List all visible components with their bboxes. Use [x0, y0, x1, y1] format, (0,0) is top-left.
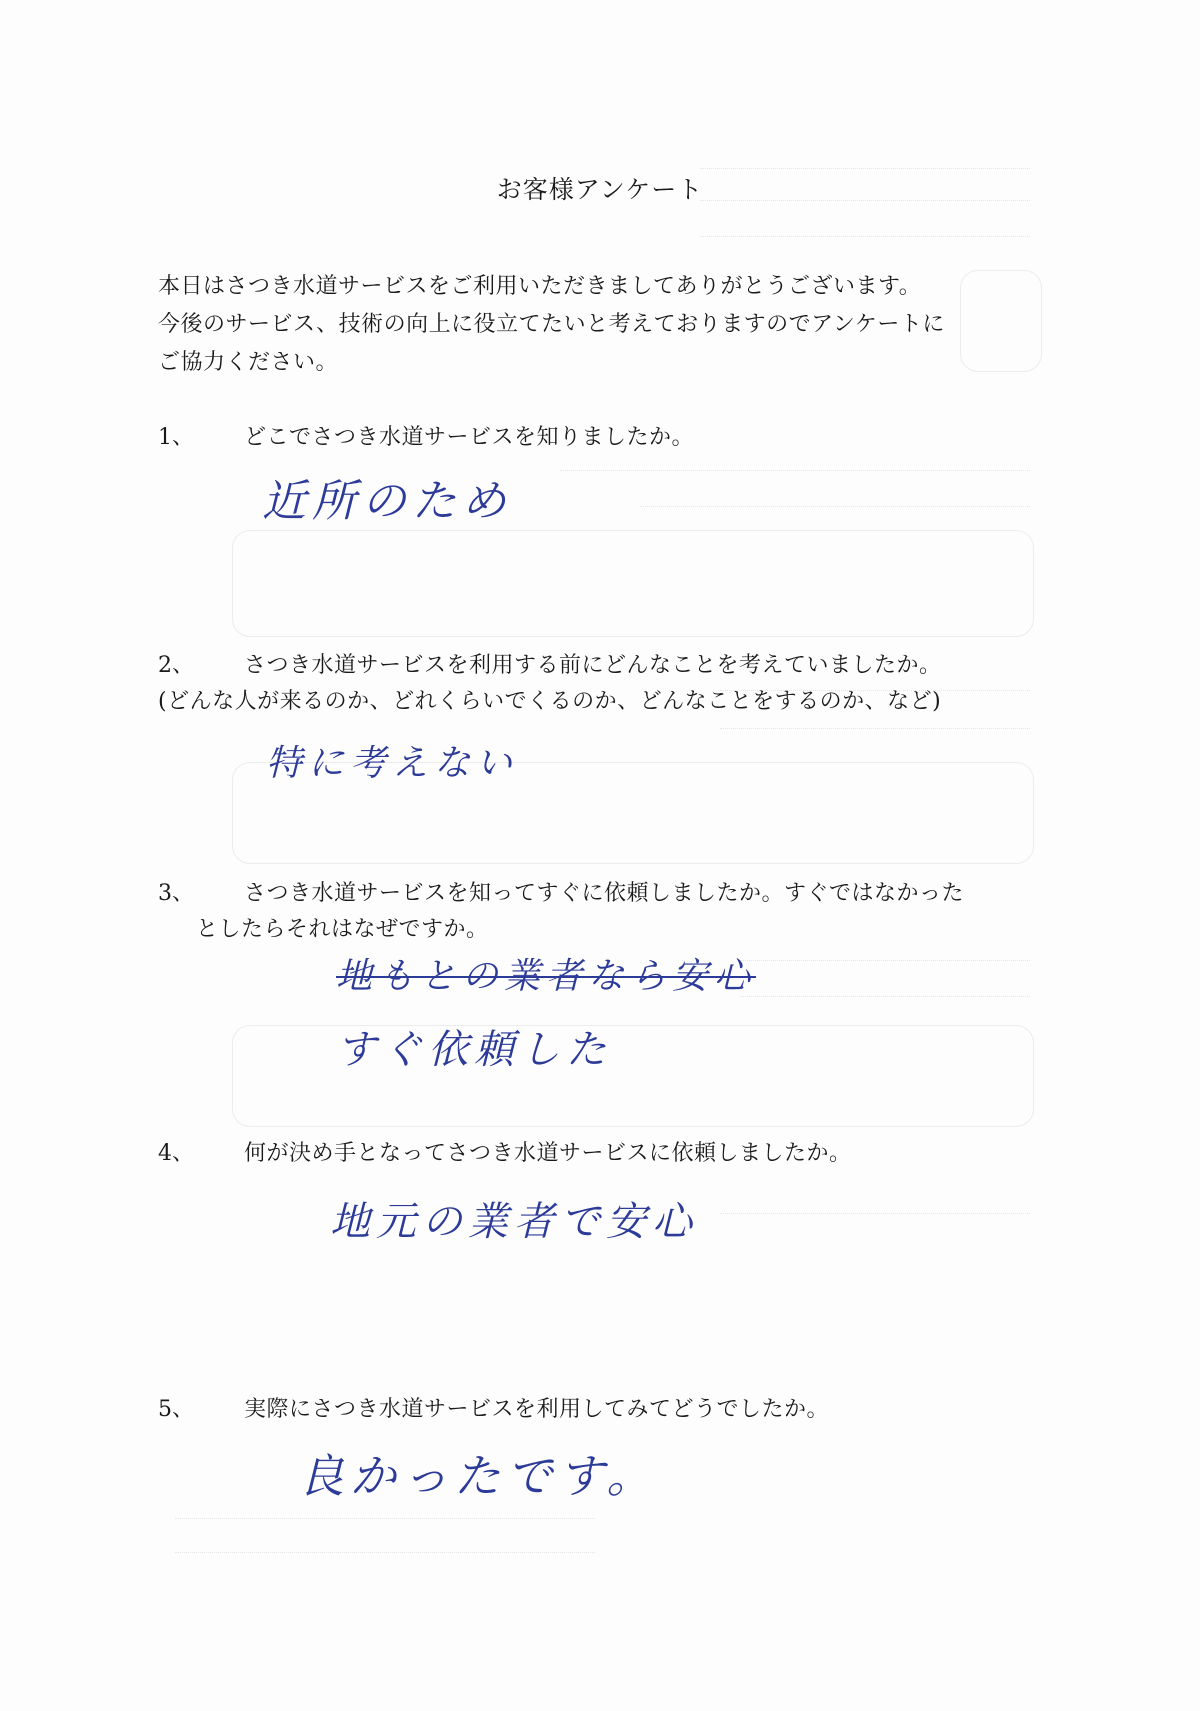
handwritten-answer: すぐ依頼した	[336, 1027, 612, 1073]
question-text: 実際にさつき水道サービスを利用してみてどうでしたか。	[244, 1397, 830, 1422]
show-through-line	[720, 728, 1030, 729]
handwritten-answer: 特に考えない	[266, 743, 519, 784]
question-number: 3、	[158, 881, 194, 906]
show-through-line	[560, 470, 1030, 471]
question-number: 4、	[158, 1141, 194, 1166]
question-text: 何が決め手となってさつき水道サービスに依頼しましたか。	[244, 1141, 852, 1166]
intro-line: 本日はさつき水道サービスをご利用いただきましてありがとうございます。	[158, 274, 922, 299]
question-text: さつき水道サービスを知ってすぐに依頼しましたか。すぐではなかった	[244, 881, 965, 906]
question-subtext: としたらそれはなぜですか。	[196, 917, 489, 942]
intro-text	[158, 268, 945, 382]
show-through-line	[740, 996, 1030, 997]
question-number: 5、	[158, 1397, 194, 1422]
page-title: お客様アンケート	[496, 175, 704, 204]
handwritten-answer-struck: 地もとの業者なら安心	[336, 956, 757, 997]
show-through-line	[640, 506, 1030, 507]
show-through-box	[960, 270, 1042, 372]
intro-line: ご協力ください。	[158, 350, 339, 375]
show-through-line	[175, 1518, 595, 1519]
show-through-line	[700, 236, 1030, 237]
question-number: 1、	[158, 425, 194, 450]
question-number: 2、	[158, 653, 194, 678]
show-through-line	[720, 1213, 1030, 1214]
question-subtext: (どんな人が来るのか、どれくらいでくるのか、どんなことをするのか、など)	[158, 689, 942, 714]
handwritten-answer: 近所のため	[262, 476, 512, 527]
show-through-line	[700, 168, 1030, 169]
handwritten-answer: 地元の業者で安心	[330, 1199, 698, 1245]
show-through-line	[740, 960, 1030, 961]
question-text: さつき水道サービスを利用する前にどんなことを考えていましたか。	[244, 653, 942, 678]
show-through-line	[175, 1552, 595, 1553]
question-text: どこでさつき水道サービスを知りましたか。	[244, 425, 695, 450]
intro-line: 今後のサービス、技術の向上に役立てたいと考えておりますのでアンケートに	[158, 312, 945, 337]
handwritten-answer: 良かったです。	[298, 1449, 659, 1503]
show-through-box	[232, 530, 1034, 637]
